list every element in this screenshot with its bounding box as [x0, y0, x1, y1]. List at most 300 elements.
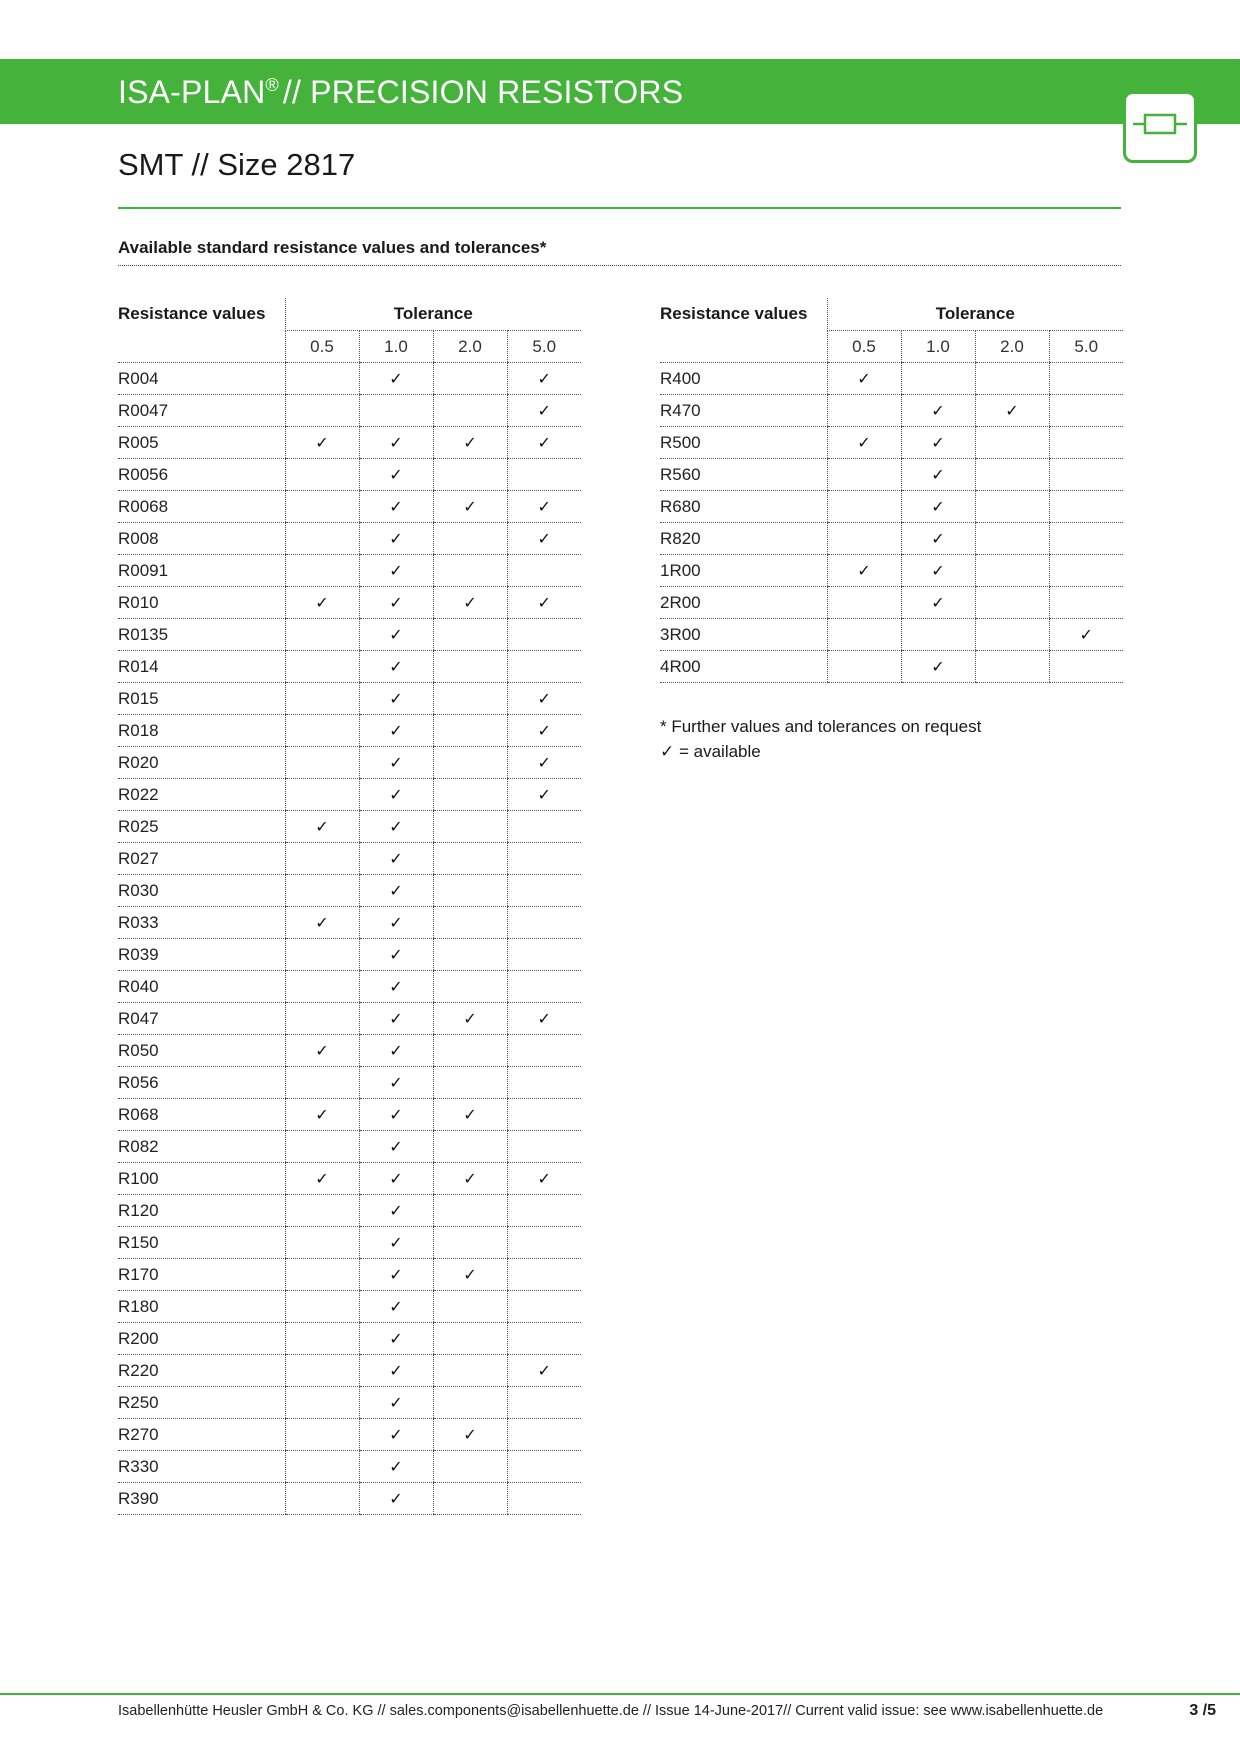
resistance-values-header: Resistance values — [118, 304, 266, 324]
resistance-value: R082 — [118, 1131, 285, 1163]
empty-cell — [507, 1323, 581, 1355]
table-row — [660, 363, 1123, 395]
empty-cell — [507, 651, 581, 683]
check-icon: ✓ — [359, 779, 433, 811]
resistance-value: R470 — [660, 395, 827, 427]
check-icon: ✓ — [433, 1163, 507, 1195]
empty-cell — [975, 651, 1049, 683]
tolerance-header: Tolerance — [827, 298, 1123, 331]
empty-cell — [285, 491, 359, 523]
check-icon: ✓ — [827, 427, 901, 459]
empty-cell — [433, 1195, 507, 1227]
resistance-value: R0056 — [118, 459, 285, 491]
empty-cell — [285, 875, 359, 907]
empty-cell — [507, 1419, 581, 1451]
check-icon: ✓ — [359, 1195, 433, 1227]
table-row — [118, 1419, 581, 1451]
page-subtitle: SMT // Size 2817 — [118, 147, 356, 182]
table-row — [118, 779, 581, 811]
empty-cell — [975, 459, 1049, 491]
check-icon: ✓ — [359, 1067, 433, 1099]
resistance-value: R008 — [118, 523, 285, 555]
resistance-value: R180 — [118, 1291, 285, 1323]
registered-mark: ® — [265, 75, 279, 95]
empty-cell — [433, 1035, 507, 1067]
check-icon: ✓ — [507, 427, 581, 459]
resistance-value: R500 — [660, 427, 827, 459]
table-row — [118, 1259, 581, 1291]
table-row — [118, 971, 581, 1003]
empty-cell — [359, 395, 433, 427]
tolerance-col-2-0: 2.0 — [975, 331, 1049, 363]
empty-cell — [433, 1131, 507, 1163]
check-icon: ✓ — [359, 619, 433, 651]
empty-cell — [1049, 363, 1123, 395]
table-row — [118, 491, 581, 523]
resistor-icon — [1123, 91, 1197, 163]
table-row — [118, 683, 581, 715]
check-icon: ✓ — [359, 1291, 433, 1323]
check-icon: ✓ — [507, 491, 581, 523]
empty-cell — [433, 651, 507, 683]
table-row — [118, 1355, 581, 1387]
empty-cell — [285, 1195, 359, 1227]
check-icon: ✓ — [359, 1131, 433, 1163]
empty-cell — [507, 907, 581, 939]
table-row — [118, 1387, 581, 1419]
empty-cell — [507, 459, 581, 491]
check-icon: ✓ — [507, 1003, 581, 1035]
empty-cell — [1049, 459, 1123, 491]
empty-cell — [507, 1483, 581, 1515]
empty-cell — [975, 363, 1049, 395]
tolerance-header: Tolerance — [285, 298, 581, 331]
resistance-value: R030 — [118, 875, 285, 907]
check-icon: ✓ — [359, 1035, 433, 1067]
empty-cell — [285, 1067, 359, 1099]
check-icon: ✓ — [433, 587, 507, 619]
resistance-table-right — [660, 298, 1123, 683]
empty-cell — [975, 523, 1049, 555]
legend-text: = available — [678, 742, 761, 761]
tolerance-col-2-0: 2.0 — [433, 331, 507, 363]
tolerance-col-5-0: 5.0 — [507, 331, 581, 363]
empty-cell — [827, 587, 901, 619]
table-row — [118, 875, 581, 907]
empty-cell — [1049, 555, 1123, 587]
empty-cell — [507, 971, 581, 1003]
empty-cell — [433, 395, 507, 427]
check-icon: ✓ — [827, 363, 901, 395]
check-icon: ✓ — [359, 811, 433, 843]
table-row — [118, 1291, 581, 1323]
empty-cell — [285, 747, 359, 779]
check-icon: ✓ — [359, 459, 433, 491]
resistance-value: R015 — [118, 683, 285, 715]
empty-cell — [507, 1131, 581, 1163]
resistance-value: R0047 — [118, 395, 285, 427]
resistance-value: 3R00 — [660, 619, 827, 651]
check-icon: ✓ — [359, 555, 433, 587]
empty-cell — [433, 555, 507, 587]
resistance-value: R068 — [118, 1099, 285, 1131]
empty-cell — [285, 1355, 359, 1387]
resistance-value: R220 — [118, 1355, 285, 1387]
check-icon: ✓ — [359, 427, 433, 459]
table-row — [660, 587, 1123, 619]
empty-cell — [433, 939, 507, 971]
empty-cell — [507, 1451, 581, 1483]
resistance-value: R033 — [118, 907, 285, 939]
check-icon: ✓ — [507, 1163, 581, 1195]
resistance-value: R560 — [660, 459, 827, 491]
empty-cell — [507, 1035, 581, 1067]
empty-cell — [285, 523, 359, 555]
check-icon: ✓ — [359, 1323, 433, 1355]
check-icon: ✓ — [901, 395, 975, 427]
table-row — [118, 811, 581, 843]
table-row — [118, 907, 581, 939]
table-row — [118, 1035, 581, 1067]
resistance-value: R0135 — [118, 619, 285, 651]
empty-cell — [827, 651, 901, 683]
check-icon: ✓ — [359, 651, 433, 683]
check-icon: ✓ — [359, 1259, 433, 1291]
check-icon: ✓ — [507, 1355, 581, 1387]
check-icon: ✓ — [507, 363, 581, 395]
empty-cell — [285, 1131, 359, 1163]
empty-cell — [433, 1291, 507, 1323]
check-icon: ✓ — [901, 555, 975, 587]
table-row — [118, 1451, 581, 1483]
empty-cell — [285, 843, 359, 875]
empty-cell — [507, 1067, 581, 1099]
check-icon: ✓ — [901, 587, 975, 619]
empty-cell — [285, 971, 359, 1003]
table-row — [118, 459, 581, 491]
resistance-value: R680 — [660, 491, 827, 523]
empty-cell — [507, 875, 581, 907]
resistance-value: R0068 — [118, 491, 285, 523]
empty-cell — [433, 747, 507, 779]
check-icon: ✓ — [359, 907, 433, 939]
check-icon: ✓ — [433, 427, 507, 459]
empty-cell — [827, 619, 901, 651]
resistance-value: R018 — [118, 715, 285, 747]
subtitle-divider — [118, 207, 1121, 209]
empty-cell — [433, 1451, 507, 1483]
check-icon: ✓ — [359, 1099, 433, 1131]
empty-cell — [1049, 427, 1123, 459]
resistance-value: R150 — [118, 1227, 285, 1259]
check-icon: ✓ — [433, 1419, 507, 1451]
tolerance-col-1-0: 1.0 — [901, 331, 975, 363]
table-row — [118, 619, 581, 651]
table-row — [118, 427, 581, 459]
table-row — [118, 939, 581, 971]
empty-cell — [433, 619, 507, 651]
resistance-value: R200 — [118, 1323, 285, 1355]
tolerance-col-0-5: 0.5 — [285, 331, 359, 363]
heading-divider — [118, 265, 1121, 266]
table-row — [118, 1131, 581, 1163]
empty-cell — [433, 1227, 507, 1259]
check-icon: ✓ — [285, 587, 359, 619]
empty-cell — [285, 939, 359, 971]
empty-cell — [507, 939, 581, 971]
resistance-value: R100 — [118, 1163, 285, 1195]
resistance-value: 1R00 — [660, 555, 827, 587]
table-row — [118, 1067, 581, 1099]
resistance-values-header: Resistance values — [660, 304, 808, 324]
tolerance-col-1-0: 1.0 — [359, 331, 433, 363]
resistance-value: R170 — [118, 1259, 285, 1291]
table-row — [118, 1099, 581, 1131]
resistance-value: R039 — [118, 939, 285, 971]
table-row — [118, 747, 581, 779]
resistance-value: R270 — [118, 1419, 285, 1451]
check-icon: ✓ — [433, 1003, 507, 1035]
resistance-value: R022 — [118, 779, 285, 811]
check-icon: ✓ — [359, 491, 433, 523]
resistance-value: R047 — [118, 1003, 285, 1035]
empty-cell — [285, 363, 359, 395]
empty-cell — [433, 811, 507, 843]
empty-cell — [433, 459, 507, 491]
check-icon: ✓ — [285, 1099, 359, 1131]
empty-cell — [285, 779, 359, 811]
check-icon: ✓ — [285, 1163, 359, 1195]
check-icon: ✓ — [359, 971, 433, 1003]
tolerance-col-0-5: 0.5 — [827, 331, 901, 363]
check-icon: ✓ — [359, 1163, 433, 1195]
empty-cell — [901, 619, 975, 651]
empty-cell — [975, 555, 1049, 587]
empty-cell — [827, 523, 901, 555]
table-row — [118, 1483, 581, 1515]
resistance-value: R820 — [660, 523, 827, 555]
empty-cell — [285, 619, 359, 651]
empty-cell — [433, 715, 507, 747]
check-icon: ✓ — [507, 587, 581, 619]
empty-cell — [507, 619, 581, 651]
empty-cell — [433, 971, 507, 1003]
empty-cell — [285, 1483, 359, 1515]
check-icon: ✓ — [359, 683, 433, 715]
check-icon: ✓ — [359, 1387, 433, 1419]
check-icon: ✓ — [901, 459, 975, 491]
empty-cell — [827, 491, 901, 523]
check-icon: ✓ — [359, 1483, 433, 1515]
table-row — [118, 395, 581, 427]
resistance-value: R004 — [118, 363, 285, 395]
check-icon: ✓ — [359, 875, 433, 907]
empty-cell — [507, 1099, 581, 1131]
table-row — [118, 843, 581, 875]
resistance-value: R040 — [118, 971, 285, 1003]
table-row — [118, 651, 581, 683]
resistance-table-left — [118, 298, 581, 1515]
empty-cell — [507, 843, 581, 875]
empty-cell — [433, 907, 507, 939]
legend-line — [660, 739, 981, 764]
check-icon: ✓ — [285, 811, 359, 843]
footer-divider — [0, 1693, 1240, 1695]
empty-cell — [285, 1323, 359, 1355]
empty-cell — [285, 651, 359, 683]
empty-cell — [285, 395, 359, 427]
check-icon: ✓ — [827, 555, 901, 587]
empty-cell — [285, 1291, 359, 1323]
check-icon: ✓ — [507, 395, 581, 427]
resistance-value: R250 — [118, 1387, 285, 1419]
empty-cell — [1049, 491, 1123, 523]
resistance-value: R056 — [118, 1067, 285, 1099]
empty-cell — [285, 715, 359, 747]
page-number: 3 /5 — [1189, 1702, 1216, 1719]
empty-cell — [433, 523, 507, 555]
check-icon: ✓ — [359, 587, 433, 619]
section-heading: Available standard resistance values and tolerances* — [118, 238, 547, 257]
check-icon: ✓ — [507, 779, 581, 811]
empty-cell — [827, 395, 901, 427]
further-values-note: * Further values and tolerances on request — [660, 717, 982, 736]
resistance-value: R025 — [118, 811, 285, 843]
empty-cell — [507, 1227, 581, 1259]
empty-cell — [507, 1259, 581, 1291]
check-icon: ✓ — [285, 907, 359, 939]
empty-cell — [433, 1483, 507, 1515]
resistance-value: 2R00 — [660, 587, 827, 619]
empty-cell — [1049, 523, 1123, 555]
empty-cell — [433, 1323, 507, 1355]
table-row — [660, 523, 1123, 555]
document-title: ISA-PLAN® // PRECISION RESISTORS — [118, 74, 684, 110]
check-icon: ✓ — [901, 651, 975, 683]
empty-cell — [975, 587, 1049, 619]
resistance-value: 4R00 — [660, 651, 827, 683]
footer-text: Isabellenhütte Heusler GmbH & Co. KG // sales.components@isabellenhuette.de // Issue 14-June-2017// Current valid issue: see www.isabellenhuette.de — [118, 1703, 1104, 1719]
table-row — [660, 395, 1123, 427]
empty-cell — [285, 1419, 359, 1451]
check-icon: ✓ — [359, 1227, 433, 1259]
check-icon: ✓ — [359, 523, 433, 555]
empty-cell — [507, 1195, 581, 1227]
table-row — [118, 1003, 581, 1035]
empty-cell — [433, 1387, 507, 1419]
empty-cell — [975, 619, 1049, 651]
table-row — [118, 587, 581, 619]
check-icon: ✓ — [1049, 619, 1123, 651]
check-icon: ✓ — [901, 491, 975, 523]
check-icon: ✓ — [507, 715, 581, 747]
check-icon: ✓ — [359, 1419, 433, 1451]
check-icon: ✓ — [359, 843, 433, 875]
check-icon: ✓ — [433, 1099, 507, 1131]
empty-cell — [285, 459, 359, 491]
check-icon: ✓ — [359, 363, 433, 395]
empty-cell — [433, 843, 507, 875]
empty-cell — [285, 555, 359, 587]
empty-cell — [285, 1003, 359, 1035]
resistance-value: R120 — [118, 1195, 285, 1227]
check-icon: ✓ — [359, 939, 433, 971]
empty-cell — [433, 1067, 507, 1099]
empty-cell — [507, 1291, 581, 1323]
empty-cell — [901, 363, 975, 395]
empty-cell — [285, 1227, 359, 1259]
empty-cell — [1049, 651, 1123, 683]
empty-cell — [975, 491, 1049, 523]
empty-cell — [285, 683, 359, 715]
resistance-value: R014 — [118, 651, 285, 683]
empty-cell — [1049, 587, 1123, 619]
resistance-value: R010 — [118, 587, 285, 619]
check-icon: ✓ — [359, 1355, 433, 1387]
empty-cell — [433, 683, 507, 715]
table-row — [118, 1163, 581, 1195]
resistance-value: R0091 — [118, 555, 285, 587]
resistance-value: R400 — [660, 363, 827, 395]
empty-cell — [507, 1387, 581, 1419]
table-row — [660, 651, 1123, 683]
resistance-value: R005 — [118, 427, 285, 459]
check-icon: ✓ — [359, 715, 433, 747]
tolerance-col-5-0: 5.0 — [1049, 331, 1123, 363]
table-row — [118, 555, 581, 587]
header-blank-cell — [660, 331, 827, 363]
check-icon: ✓ — [901, 427, 975, 459]
check-icon: ✓ — [507, 523, 581, 555]
check-icon: ✓ — [285, 427, 359, 459]
resistance-value: R020 — [118, 747, 285, 779]
check-icon: ✓ — [507, 747, 581, 779]
check-icon: ✓ — [660, 742, 675, 761]
table-row — [118, 715, 581, 747]
table-row — [118, 523, 581, 555]
check-icon: ✓ — [359, 747, 433, 779]
empty-cell — [507, 811, 581, 843]
empty-cell — [285, 1387, 359, 1419]
table-row — [118, 1195, 581, 1227]
check-icon: ✓ — [433, 491, 507, 523]
table-row — [660, 555, 1123, 587]
check-icon: ✓ — [359, 1003, 433, 1035]
check-icon: ✓ — [359, 1451, 433, 1483]
table-notes — [660, 714, 981, 764]
empty-cell — [433, 779, 507, 811]
table-row — [118, 1323, 581, 1355]
resistance-value: R050 — [118, 1035, 285, 1067]
table-row — [660, 619, 1123, 651]
check-icon: ✓ — [433, 1259, 507, 1291]
empty-cell — [285, 1451, 359, 1483]
check-icon: ✓ — [901, 523, 975, 555]
resistance-value: R027 — [118, 843, 285, 875]
empty-cell — [507, 555, 581, 587]
empty-cell — [285, 1259, 359, 1291]
header-blank-cell — [118, 331, 285, 363]
empty-cell — [433, 363, 507, 395]
empty-cell — [433, 875, 507, 907]
empty-cell — [827, 459, 901, 491]
table-row — [118, 363, 581, 395]
table-row — [660, 427, 1123, 459]
table-row — [118, 1227, 581, 1259]
empty-cell — [975, 427, 1049, 459]
empty-cell — [433, 1355, 507, 1387]
check-icon: ✓ — [507, 683, 581, 715]
